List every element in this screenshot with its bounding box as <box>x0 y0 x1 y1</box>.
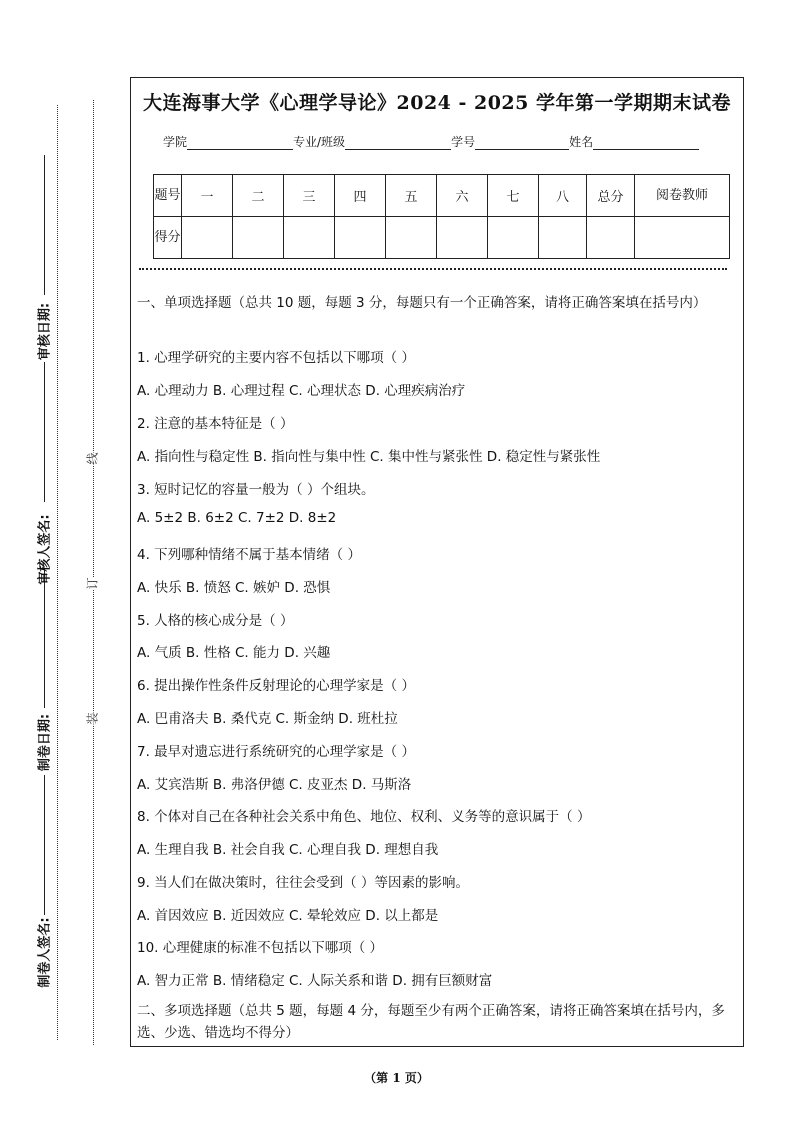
gutter-ding: 订 <box>85 577 100 590</box>
student-id-label: 学号 <box>451 135 476 149</box>
reviewer-sign-blank <box>44 362 45 502</box>
score-header-3: 三 <box>284 175 335 217</box>
score-header-grader: 阅卷教师 <box>635 175 730 217</box>
major-field[interactable] <box>345 137 451 150</box>
page-footer: （第 1 页） <box>364 1071 429 1085</box>
score-table <box>153 174 730 259</box>
q4-options: A. 快乐 B. 愤怒 C. 嫉妒 D. 恐惧 <box>137 580 331 596</box>
q4: 4. 下列哪种情绪不属于基本情绪（ ） <box>137 547 361 563</box>
score-cell-3[interactable] <box>284 217 335 259</box>
score-header-2: 二 <box>233 175 284 217</box>
score-row-label: 得分 <box>154 217 182 259</box>
score-header-4: 四 <box>335 175 386 217</box>
maker-sign-blank <box>44 775 45 915</box>
score-header-total: 总分 <box>587 175 635 217</box>
q10-options: A. 智力正常 B. 情绪稳定 C. 人际关系和谐 D. 拥有巨额财富 <box>137 973 493 989</box>
college-label: 学院 <box>163 135 188 149</box>
binding-margin <box>0 0 130 1122</box>
name-field[interactable] <box>593 137 699 150</box>
q6: 6. 提出操作性条件反射理论的心理学家是（ ） <box>137 678 415 694</box>
reviewer-sign-label: 审核人签名: <box>37 514 53 585</box>
score-cell-5[interactable] <box>386 217 437 259</box>
score-cell-4[interactable] <box>335 217 386 259</box>
q7-options: A. 艾宾浩斯 B. 弗洛伊德 C. 皮亚杰 D. 马斯洛 <box>137 777 412 793</box>
inner-dotted-line <box>93 100 94 1045</box>
section1-heading: 一、单项选择题（总共 10 题，每题 3 分，每题只有一个正确答案，请将正确答案填在括号内） <box>137 295 707 311</box>
section2-heading: 二、多项选择题（总共 5 题，每题 4 分，每题至少有两个正确答案，请将正确答案填在括号内，多选、少选、错选均不得分） <box>137 1003 725 1041</box>
score-cell-total[interactable] <box>587 217 635 259</box>
score-header-tihao: 题号 <box>154 175 182 217</box>
q3: 3. 短时记忆的容量一般为（ ）个组块。 <box>137 482 375 498</box>
score-header-6: 六 <box>437 175 488 217</box>
q8-options: A. 生理自我 B. 社会自我 C. 心理自我 D. 理想自我 <box>137 842 439 858</box>
q9-options: A. 首因效应 B. 近因效应 C. 晕轮效应 D. 以上都是 <box>137 908 439 924</box>
score-header-1: 一 <box>182 175 233 217</box>
q2-options: A. 指向性与稳定性 B. 指向性与集中性 C. 集中性与紧张性 D. 稳定性与紧张性 <box>137 449 601 465</box>
exam-frame <box>130 77 744 1047</box>
q10: 10. 心理健康的标准不包括以下哪项（ ） <box>137 940 384 956</box>
college-field[interactable] <box>187 137 293 150</box>
q9: 9. 当人们在做决策时，往往会受到（ ）等因素的影响。 <box>137 875 469 891</box>
score-header-5: 五 <box>386 175 437 217</box>
exam-title: 大连海事大学《心理学导论》2024 - 2025 学年第一学期期末试卷 <box>143 92 731 114</box>
major-label: 专业/班级 <box>293 135 346 149</box>
q5-options: A. 气质 B. 性格 C. 能力 D. 兴趣 <box>137 645 331 661</box>
score-cell-7[interactable] <box>488 217 539 259</box>
q1: 1. 心理学研究的主要内容不包括以下哪项（ ） <box>137 350 415 366</box>
score-cell-8[interactable] <box>539 217 587 259</box>
maker-sign-label: 制卷人签名: <box>37 917 53 988</box>
score-cell-6[interactable] <box>437 217 488 259</box>
reviewer-date-blank <box>44 155 45 295</box>
q6-options: A. 巴甫洛夫 B. 桑代克 C. 斯金纳 D. 班杜拉 <box>137 711 398 727</box>
name-label: 姓名 <box>569 135 594 149</box>
student-info-row <box>163 133 699 150</box>
q7: 7. 最早对遗忘进行系统研究的心理学家是（ ） <box>137 744 415 760</box>
reviewer-date-label: 审核日期: <box>37 302 53 361</box>
q8: 8. 个体对自己在各种社会关系中角色、地位、权利、义务等的意识属于（ ） <box>137 809 591 825</box>
gutter-zhuang: 装 <box>85 712 100 725</box>
student-id-field[interactable] <box>475 137 569 150</box>
score-cell-2[interactable] <box>233 217 284 259</box>
section-separator <box>139 268 727 270</box>
score-cell-grader[interactable] <box>635 217 730 259</box>
outer-dotted-line <box>57 105 58 1040</box>
q3-options: A. 5±2 B. 6±2 C. 7±2 D. 8±2 <box>137 510 337 526</box>
gutter-xian: 线 <box>85 452 100 465</box>
q1-options: A. 心理动力 B. 心理过程 C. 心理状态 D. 心理疾病治疗 <box>137 383 466 399</box>
score-header-8: 八 <box>539 175 587 217</box>
q2: 2. 注意的基本特征是（ ） <box>137 416 294 432</box>
q5: 5. 人格的核心成分是（ ） <box>137 613 294 629</box>
maker-date-label: 制卷日期: <box>37 713 53 772</box>
score-header-7: 七 <box>488 175 539 217</box>
score-cell-1[interactable] <box>182 217 233 259</box>
